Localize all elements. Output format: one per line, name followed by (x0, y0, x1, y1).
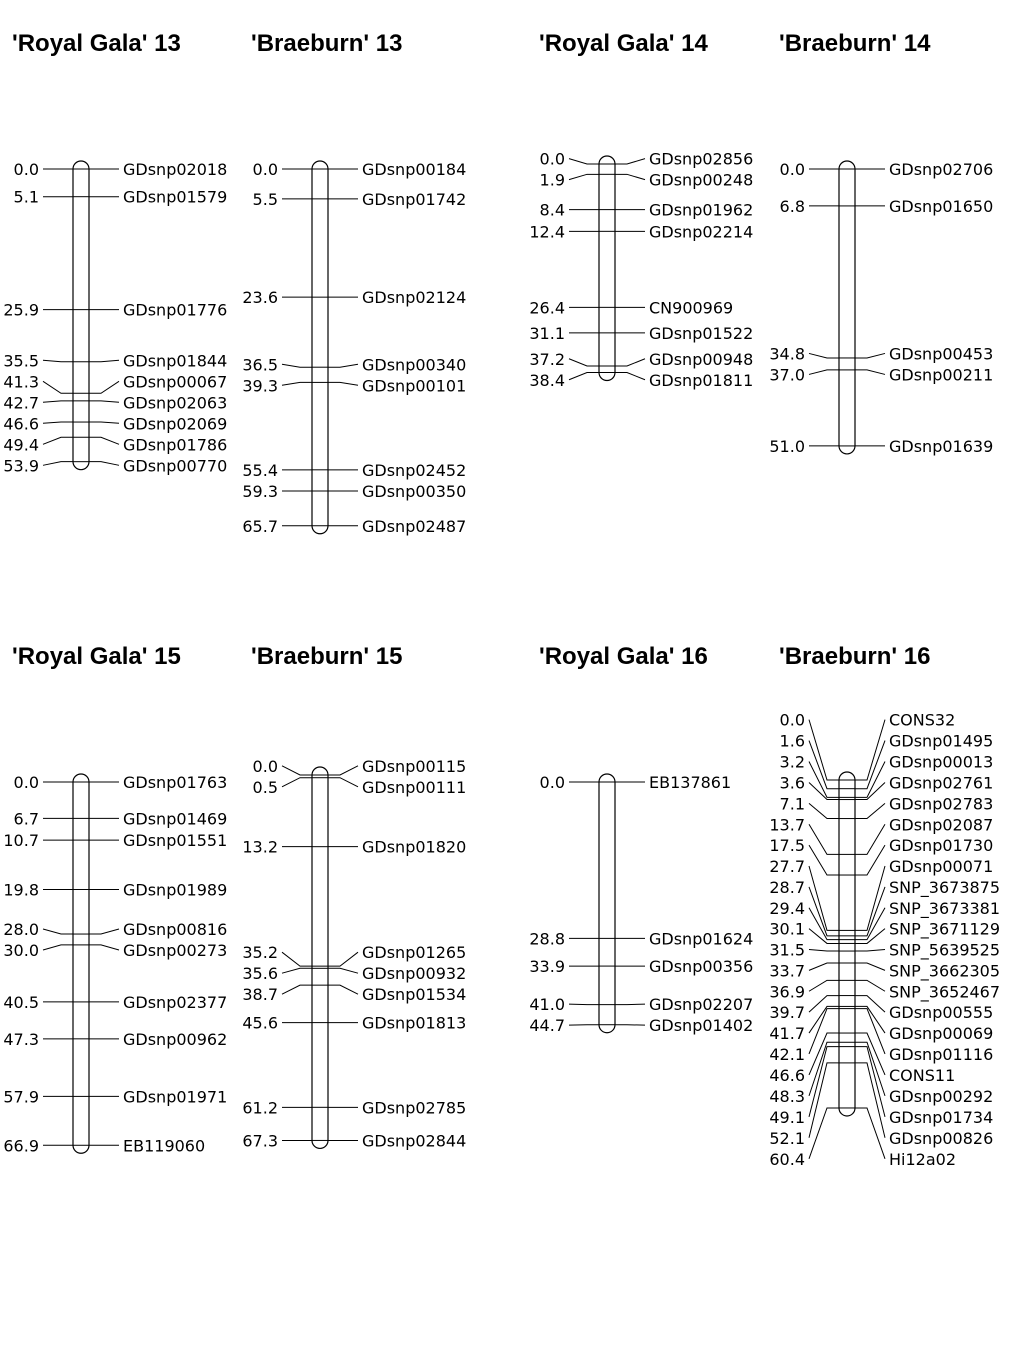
marker-leader (855, 353, 885, 358)
linkage-group (3, 643, 227, 1155)
marker-position: 8.4 (539, 200, 565, 220)
marker-name: CONS11 (889, 1065, 956, 1085)
marker-name: GDsnp01639 (889, 436, 994, 456)
marker-position: 44.7 (529, 1016, 565, 1036)
marker-name: GDsnp02069 (123, 414, 228, 434)
position-leader (282, 952, 312, 966)
marker-leader (855, 741, 885, 789)
marker-name: GDsnp00292 (889, 1086, 994, 1106)
marker-position: 37.2 (529, 349, 565, 369)
marker-position: 60.4 (769, 1149, 805, 1169)
position-leader (809, 980, 839, 991)
marker-leader (855, 1006, 885, 1033)
marker-name: GDsnp00816 (123, 919, 228, 939)
marker-position: 57.9 (3, 1087, 39, 1107)
position-leader (809, 963, 839, 970)
position-leader (809, 996, 839, 1013)
marker-position: 61.2 (242, 1098, 278, 1118)
marker-position: 33.7 (769, 961, 805, 981)
marker-leader (855, 996, 885, 1013)
marker-leader (615, 174, 645, 179)
marker-leader (615, 373, 645, 380)
marker-name: GDsnp00932 (362, 964, 467, 984)
marker-name: GDsnp00356 (649, 957, 754, 977)
marker-name: EB119060 (123, 1136, 206, 1156)
marker-name: GDsnp01734 (889, 1107, 994, 1127)
marker-leader (855, 963, 885, 970)
marker-position: 3.6 (779, 773, 805, 793)
marker-position: 47.3 (3, 1029, 39, 1049)
chromosome-bar (599, 156, 615, 381)
marker-name: GDsnp01402 (649, 1016, 754, 1036)
marker-position: 7.1 (779, 794, 805, 814)
marker-name: GDsnp02124 (362, 288, 467, 308)
marker-position: 39.7 (769, 1003, 805, 1023)
marker-name: GDsnp01820 (362, 837, 467, 857)
marker-leader (855, 887, 885, 936)
marker-position: 35.2 (242, 943, 278, 963)
marker-leader (89, 945, 119, 950)
linkage-group-title: 'Royal Gala' 15 (12, 643, 181, 670)
linkage-group-title: 'Royal Gala' 16 (539, 643, 708, 670)
marker-name: GDsnp00350 (362, 481, 467, 501)
position-leader (809, 1042, 839, 1096)
marker-position: 45.6 (242, 1013, 278, 1033)
marker-position: 30.1 (769, 919, 805, 939)
marker-name: SNP_3652467 (889, 982, 1001, 1002)
marker-leader (855, 370, 885, 375)
marker-position: 17.5 (769, 836, 805, 856)
marker-position: 0.0 (252, 160, 278, 179)
marker-position: 49.1 (769, 1107, 805, 1127)
marker-leader (328, 968, 358, 973)
chromosome-bar (312, 767, 328, 1148)
marker-name: GDsnp00069 (889, 1024, 994, 1044)
linkage-group-title: 'Royal Gala' 13 (12, 30, 181, 57)
marker-position: 34.8 (769, 344, 805, 364)
position-leader (809, 887, 839, 936)
marker-leader (855, 1009, 885, 1054)
marker-position: 28.0 (3, 919, 39, 939)
position-leader (569, 373, 599, 380)
marker-position: 59.3 (242, 481, 278, 501)
marker-name: GDsnp00770 (123, 456, 228, 476)
marker-position: 51.0 (769, 436, 805, 456)
marker-position: 13.7 (769, 815, 805, 835)
marker-name: GDsnp01551 (123, 831, 228, 851)
chromosome-bar (312, 161, 328, 534)
marker-name: GDsnp00184 (362, 160, 467, 179)
marker-name: GDsnp00115 (362, 756, 467, 776)
marker-name: GDsnp01742 (362, 189, 467, 209)
marker-position: 38.7 (242, 985, 278, 1005)
marker-name: GDsnp00248 (649, 170, 754, 190)
marker-position: 37.0 (769, 365, 805, 385)
marker-position: 5.1 (13, 187, 39, 207)
position-leader (282, 985, 312, 994)
marker-position: 26.4 (529, 298, 565, 318)
marker-position: 40.5 (3, 992, 39, 1012)
marker-name: GDsnp01786 (123, 435, 228, 455)
marker-name: GDsnp02018 (123, 160, 228, 179)
marker-leader (89, 360, 119, 361)
marker-name: GDsnp00111 (362, 777, 467, 797)
marker-name: GDsnp02761 (889, 773, 994, 793)
marker-name: GDsnp02214 (649, 222, 754, 242)
position-leader (569, 174, 599, 179)
marker-position: 53.9 (3, 456, 39, 476)
marker-leader (615, 159, 645, 164)
marker-name: GDsnp00948 (649, 349, 754, 369)
position-leader (809, 1033, 839, 1075)
marker-leader (328, 766, 358, 775)
position-leader (809, 803, 839, 818)
linkage-group (529, 30, 753, 390)
marker-leader (855, 1042, 885, 1096)
linkage-group-title: 'Royal Gala' 14 (539, 30, 708, 57)
marker-position: 41.0 (529, 995, 565, 1015)
marker-leader (855, 1108, 885, 1159)
marker-position: 28.8 (529, 929, 565, 949)
marker-name: GDsnp00273 (123, 940, 228, 960)
marker-name: GDsnp00101 (362, 376, 467, 396)
position-leader (43, 437, 73, 444)
marker-position: 39.3 (242, 376, 278, 396)
position-leader (809, 824, 839, 854)
position-leader (43, 401, 73, 402)
marker-leader (328, 364, 358, 367)
linkage-group (3, 30, 227, 475)
marker-position: 28.7 (769, 877, 805, 897)
marker-leader (328, 985, 358, 994)
position-leader (43, 381, 73, 393)
marker-name: GDsnp00962 (123, 1029, 228, 1049)
marker-position: 10.7 (3, 831, 39, 851)
marker-name: GDsnp01813 (362, 1013, 467, 1033)
marker-position: 29.4 (769, 898, 805, 918)
marker-name: GDsnp00555 (889, 1003, 994, 1023)
marker-position: 42.1 (769, 1044, 805, 1064)
chromosome-bar (839, 772, 855, 1116)
marker-position: 0.0 (779, 160, 805, 179)
marker-name: SNP_3671129 (889, 919, 1001, 939)
marker-leader (328, 778, 358, 787)
marker-position: 0.0 (13, 773, 39, 792)
marker-position: 31.1 (529, 323, 565, 343)
marker-name: GDsnp00013 (889, 752, 994, 772)
marker-leader (89, 437, 119, 444)
position-leader (43, 422, 73, 423)
position-leader (43, 929, 73, 934)
marker-position: 35.6 (242, 964, 278, 984)
marker-name: GDsnp01962 (649, 200, 754, 220)
marker-leader (89, 462, 119, 466)
marker-name: GDsnp02207 (649, 995, 754, 1015)
marker-leader (328, 382, 358, 385)
marker-name: CN900969 (649, 298, 734, 318)
marker-name: SNP_3662305 (889, 961, 1001, 981)
marker-leader (855, 908, 885, 940)
marker-name: GDsnp02487 (362, 516, 467, 536)
marker-leader (89, 929, 119, 934)
marker-name: SNP_3673381 (889, 898, 1001, 918)
marker-position: 36.5 (242, 355, 278, 375)
marker-name: GDsnp01534 (362, 985, 467, 1005)
marker-position: 27.7 (769, 857, 805, 877)
marker-name: CONS32 (889, 710, 956, 730)
marker-position: 52.1 (769, 1128, 805, 1148)
linkage-group (529, 643, 753, 1035)
marker-name: GDsnp02844 (362, 1131, 467, 1151)
position-leader (43, 360, 73, 361)
marker-name: GDsnp00211 (889, 365, 994, 385)
marker-name: GDsnp01495 (889, 731, 994, 751)
position-leader (282, 382, 312, 385)
position-leader (282, 364, 312, 367)
marker-name: GDsnp01265 (362, 943, 467, 963)
marker-name: GDsnp00071 (889, 857, 994, 877)
position-leader (809, 949, 839, 951)
marker-position: 19.8 (3, 880, 39, 900)
marker-name: EB137861 (649, 773, 732, 792)
linkage-group (242, 643, 466, 1150)
marker-name: GDsnp02706 (889, 160, 994, 179)
linkage-group (769, 30, 993, 456)
marker-position: 6.8 (779, 196, 805, 216)
marker-leader (855, 1033, 885, 1075)
marker-position: 0.0 (13, 160, 39, 179)
marker-position: 0.0 (539, 149, 565, 169)
marker-name: GDsnp01650 (889, 196, 994, 216)
marker-leader (855, 980, 885, 991)
marker-position: 1.9 (539, 170, 565, 190)
marker-position: 0.0 (252, 756, 278, 776)
marker-name: Hi12a02 (889, 1149, 956, 1169)
marker-leader (89, 381, 119, 393)
marker-leader (615, 359, 645, 366)
linkage-group (242, 30, 466, 536)
marker-name: GDsnp02856 (649, 149, 754, 169)
position-leader (809, 741, 839, 789)
position-leader (809, 1108, 839, 1159)
marker-position: 0.5 (252, 777, 278, 797)
position-leader (809, 1006, 839, 1033)
marker-position: 46.6 (769, 1065, 805, 1085)
marker-position: 6.7 (13, 809, 39, 829)
marker-position: 30.0 (3, 940, 39, 960)
marker-position: 42.7 (3, 393, 39, 413)
marker-name: GDsnp01730 (889, 836, 994, 856)
marker-name: GDsnp02783 (889, 794, 994, 814)
linkage-group (769, 643, 1000, 1169)
position-leader (43, 462, 73, 466)
position-leader (282, 766, 312, 775)
marker-leader (855, 824, 885, 854)
marker-position: 0.0 (539, 773, 565, 792)
marker-name: GDsnp02087 (889, 815, 994, 835)
marker-position: 3.2 (779, 752, 805, 772)
marker-position: 67.3 (242, 1131, 278, 1151)
marker-name: GDsnp02377 (123, 992, 228, 1012)
marker-position: 33.9 (529, 957, 565, 977)
position-leader (569, 159, 599, 164)
position-leader (809, 1009, 839, 1054)
marker-name: GDsnp02452 (362, 460, 467, 480)
marker-name: GDsnp00340 (362, 355, 467, 375)
marker-position: 49.4 (3, 435, 39, 455)
marker-name: GDsnp01844 (123, 351, 228, 371)
marker-position: 35.5 (3, 351, 39, 371)
marker-name: GDsnp01971 (123, 1087, 228, 1107)
marker-leader (89, 401, 119, 402)
marker-position: 23.6 (242, 288, 278, 308)
marker-position: 0.0 (779, 710, 805, 730)
position-leader (809, 908, 839, 940)
marker-position: 46.6 (3, 414, 39, 434)
marker-name: SNP_5639525 (889, 940, 1001, 960)
marker-name: GDsnp01811 (649, 370, 754, 390)
marker-position: 48.3 (769, 1086, 805, 1106)
marker-position: 55.4 (242, 460, 278, 480)
marker-name: GDsnp01989 (123, 880, 228, 900)
linkage-group-title: 'Braeburn' 16 (779, 643, 931, 670)
marker-name: GDsnp01776 (123, 300, 228, 320)
linkage-group-title: 'Braeburn' 14 (779, 30, 931, 57)
marker-name: GDsnp00826 (889, 1128, 994, 1148)
marker-name: GDsnp01522 (649, 323, 754, 343)
marker-leader (855, 803, 885, 818)
marker-leader (855, 949, 885, 951)
position-leader (809, 353, 839, 358)
marker-position: 36.9 (769, 982, 805, 1002)
marker-leader (328, 952, 358, 966)
position-leader (569, 359, 599, 366)
linkage-group-title: 'Braeburn' 15 (251, 643, 403, 670)
marker-position: 66.9 (3, 1136, 39, 1156)
marker-name: GDsnp01116 (889, 1044, 994, 1064)
marker-position: 25.9 (3, 300, 39, 320)
marker-name: GDsnp01763 (123, 773, 228, 792)
marker-name: GDsnp01624 (649, 929, 754, 949)
marker-name: GDsnp02063 (123, 393, 228, 413)
position-leader (43, 945, 73, 950)
marker-name: GDsnp00067 (123, 372, 228, 392)
marker-name: GDsnp00453 (889, 344, 994, 364)
marker-name: GDsnp02785 (362, 1098, 467, 1118)
chromosome-bar (73, 161, 89, 470)
marker-position: 13.2 (242, 837, 278, 857)
chromosome-bar (599, 774, 615, 1033)
marker-position: 5.5 (252, 189, 278, 209)
marker-position: 38.4 (529, 370, 565, 390)
marker-position: 31.5 (769, 940, 805, 960)
marker-position: 1.6 (779, 731, 805, 751)
marker-position: 12.4 (529, 222, 565, 242)
position-leader (282, 968, 312, 973)
marker-leader (89, 422, 119, 423)
marker-position: 41.3 (3, 372, 39, 392)
position-leader (282, 778, 312, 787)
linkage-group-title: 'Braeburn' 13 (251, 30, 403, 57)
marker-position: 41.7 (769, 1024, 805, 1044)
marker-name: GDsnp01469 (123, 809, 228, 829)
position-leader (809, 370, 839, 375)
chromosome-bar (839, 161, 855, 454)
marker-name: SNP_3673875 (889, 877, 1001, 897)
marker-position: 65.7 (242, 516, 278, 536)
marker-name: GDsnp01579 (123, 187, 228, 207)
